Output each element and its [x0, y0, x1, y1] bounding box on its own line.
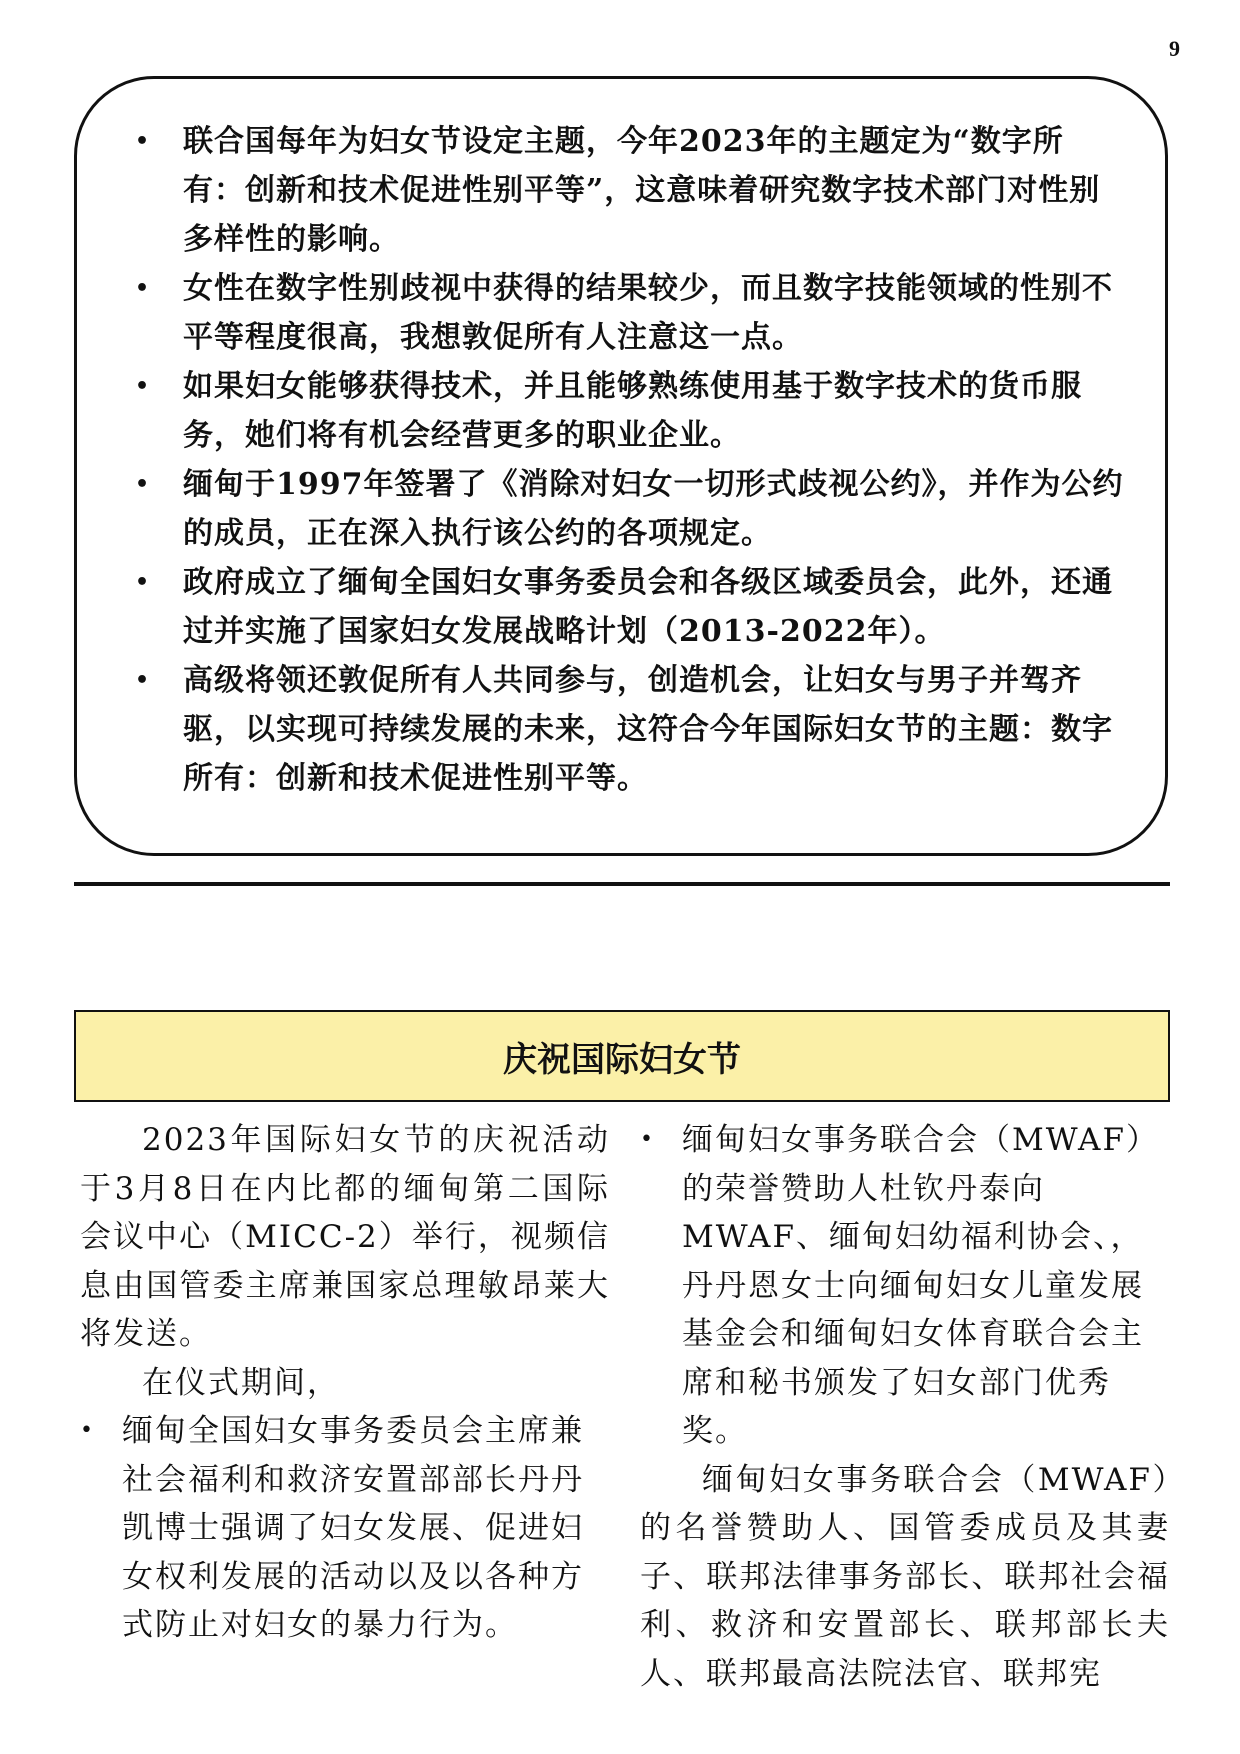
bullet-icon: •: [135, 570, 151, 595]
list-item-text: 高级将领还敦促所有人共同参与，创造机会，让妇女与男子并驾齐驱，以实现可持续发展的未来，这符合今年国际妇女节的主题：数字所有：创新和技术促进性别平等。: [183, 663, 1113, 796]
list-item-text: 缅甸妇女事务联合会（MWAF）的荣誉赞助人杜钦丹泰向MWAF、缅甸妇幼福利协会、，丹丹恩女士向缅甸妇女儿童发展基金会和缅甸妇女体育联合会主席和秘书颁发了妇女部门优秀奖。: [682, 1122, 1159, 1449]
article-list: [640, 1116, 1170, 1456]
bullet-icon: •: [640, 1127, 655, 1152]
list-item-text: 联合国每年为妇女节设定主题，今年2023年的主题定为“数字所有：创新和技术促进性别平等”，这意味着研究数字技术部门对性别多样性的影响。: [183, 124, 1101, 257]
bullet-icon: •: [135, 472, 151, 497]
page-number: 9: [1169, 36, 1180, 61]
section-title-banner: [74, 1010, 1170, 1102]
article-paragraph: 在仪式期间，: [142, 1364, 340, 1401]
list-item: [117, 117, 1125, 264]
list-item: [80, 1407, 610, 1650]
list-item: [640, 1116, 1170, 1456]
highlights-list: [117, 117, 1125, 803]
list-item: [117, 656, 1125, 803]
list-item-text: 如果妇女能够获得技术，并且能够熟练使用基于数字技术的货币服务，她们将有机会经营更多的职业企业。: [183, 369, 1082, 453]
list-item-text: 缅甸于1997年签署了《消除对妇女一切形式歧视公约》，并作为公约的成员，正在深入执行该公约的各项规定。: [183, 467, 1124, 551]
section-divider: [74, 882, 1170, 886]
article-column-left: [80, 1116, 610, 1650]
article-paragraph: 2023年国际妇女节的庆祝活动于3月8日在内比都的缅甸第二国际会议中心（MICC-2）举行，视频信息由国管委主席兼国家总理敏昂莱大将发送。: [80, 1122, 610, 1352]
article-list: [80, 1407, 610, 1650]
list-item-text: 政府成立了缅甸全国妇女事务委员会和各级区域委员会，此外，还通过并实施了国家妇女发展战略计划（2013-2022年）。: [183, 565, 1113, 649]
list-item: [117, 362, 1125, 460]
highlights-box: [74, 76, 1168, 856]
list-item-text: 女性在数字性别歧视中获得的结果较少，而且数字技能领域的性别不平等程度很高，我想敦促所有人注意这一点。: [183, 271, 1113, 355]
bullet-icon: •: [135, 129, 151, 154]
bullet-icon: •: [135, 668, 151, 693]
list-item: [117, 264, 1125, 362]
list-item: [117, 558, 1125, 656]
article-paragraph: 缅甸妇女事务联合会（MWAF）的名誉赞助人、国管委成员及其妻子、联邦法律事务部长、联邦社会福利、救济和安置部长、联邦部长夫人、联邦最高法院法官、联邦宪: [640, 1461, 1170, 1692]
list-item-text: 缅甸全国妇女事务委员会主席兼社会福利和救济安置部部长丹丹凯博士强调了妇女发展、促进妇女权利发展的活动以及以各种方式防止对妇女的暴力行为。: [122, 1413, 584, 1643]
article-column-right: [640, 1116, 1170, 1698]
bullet-icon: •: [135, 276, 151, 301]
bullet-icon: •: [135, 374, 151, 399]
section-title: 庆祝国际妇女节: [503, 1039, 741, 1080]
bullet-icon: •: [80, 1418, 95, 1443]
list-item: [117, 460, 1125, 558]
